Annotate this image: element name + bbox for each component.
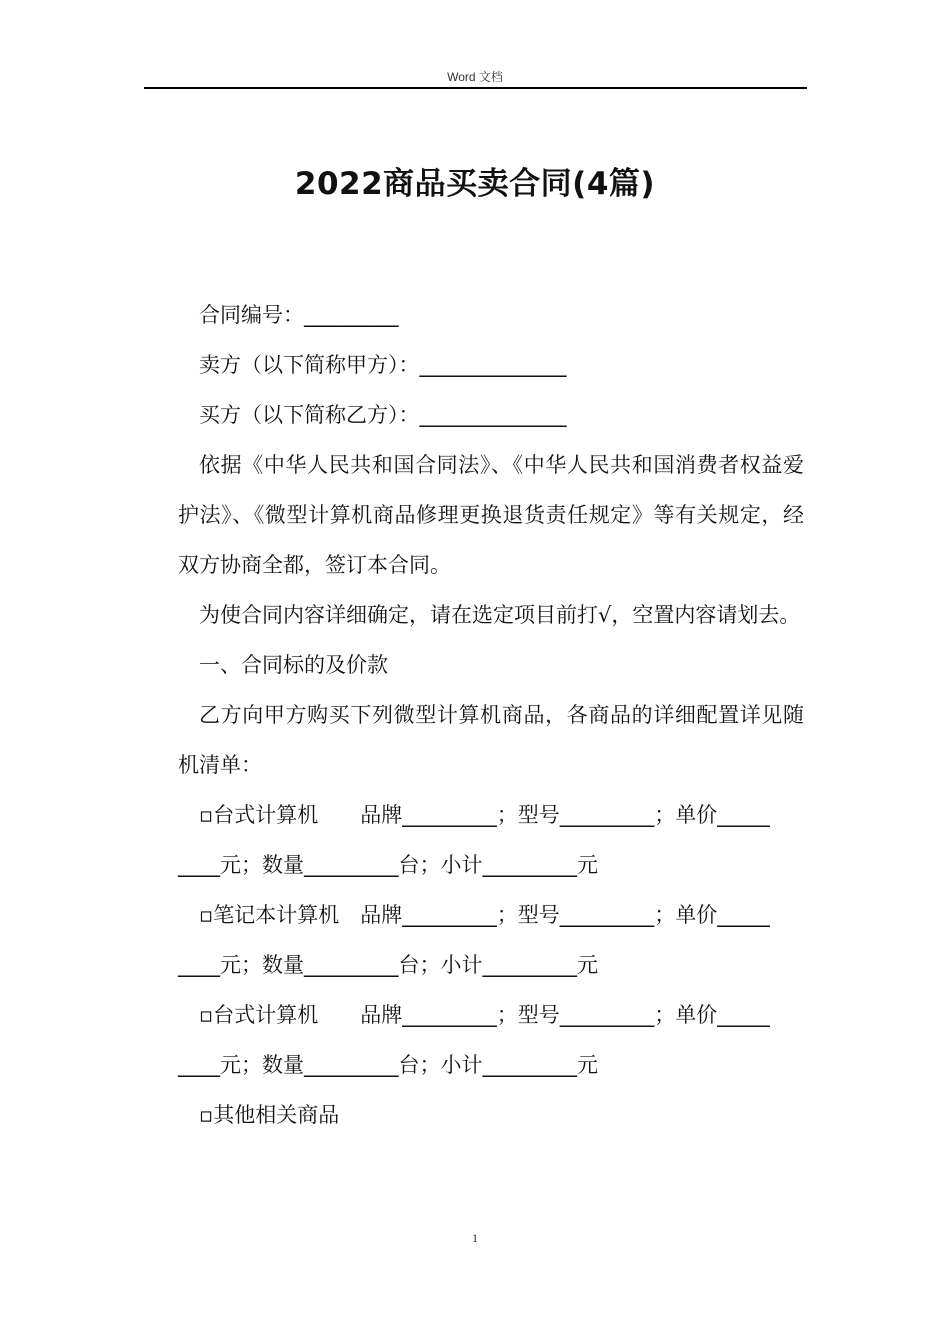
seller-line: 卖方（以下简称甲方）：______________ [199,353,567,377]
document-body [178,290,804,1140]
product-item-line: ____元；数量_________台；小计_________元 [178,1053,598,1077]
product-item [178,790,804,890]
contract-number-line: 合同编号：_________ [199,303,399,327]
product-item-line: ▫台式计算机 品牌_________；型号_________；单价_____ [199,1003,770,1027]
other-product-item: ▫其他相关商品 [199,1103,340,1127]
page-header: Word 文档 [447,70,503,84]
buyer-line: 买方（以下简称乙方）：______________ [199,403,567,427]
product-item-line: ▫笔记本计算机 品牌_________；型号_________；单价_____ [199,903,770,927]
product-item-line: ____元；数量_________台；小计_________元 [178,853,598,877]
product-item-line: ____元；数量_________台；小计_________元 [178,953,598,977]
basis-paragraph: 依据《中华人民共和国合同法》、《中华人民共和国消费者权益爱护法》、《微型计算机商品修理更换退货责任规定》等有关规定，经双方协商全都，签订本合同。 [178,453,804,577]
product-item [178,890,804,990]
product-item [178,990,804,1090]
instruction-paragraph: 为使合同内容详细确定，请在选定项目前打√，空置内容请划去。 [199,603,801,627]
document-title: 2022商品买卖合同(4篇) [294,166,656,202]
header-rule [144,87,807,89]
section-intro-paragraph: 乙方向甲方购买下列微型计算机商品，各商品的详细配置详见随机清单： [178,703,804,777]
page-number: 1 [472,1231,478,1245]
product-item-line: ▫台式计算机 品牌_________；型号_________；单价_____ [199,803,770,827]
section-heading: 一、合同标的及价款 [199,653,388,677]
